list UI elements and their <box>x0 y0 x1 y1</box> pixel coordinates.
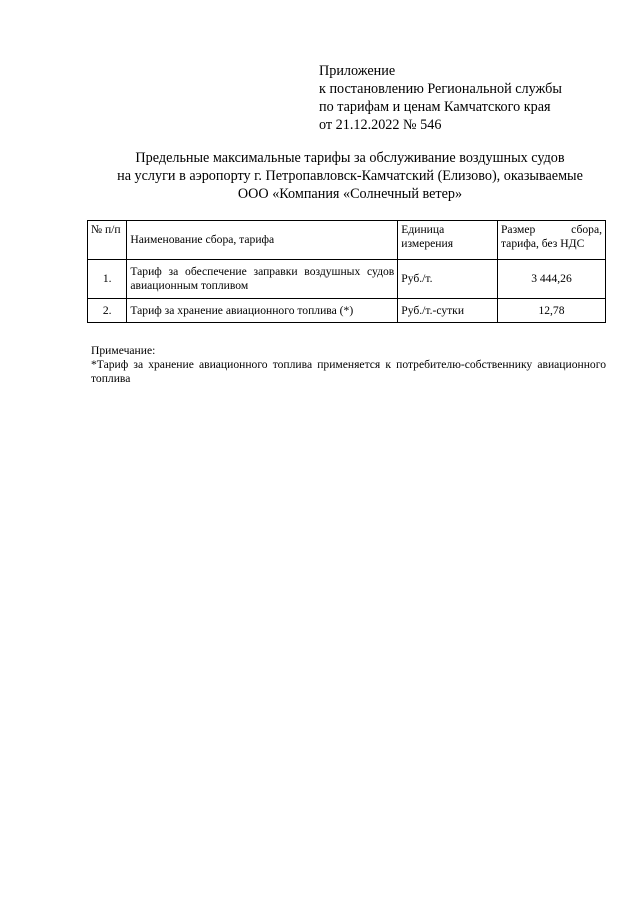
header-unit: Единица измерения <box>398 221 498 260</box>
document-title <box>60 149 640 203</box>
header-name: Наименование сбора, тарифа <box>127 221 398 260</box>
row-2-unit: Руб./т.-сутки <box>398 299 498 323</box>
tariffs-table <box>87 220 606 323</box>
row-1-num: 1. <box>88 260 127 299</box>
appendix-line-3: по тарифам и ценам Камчатского края <box>319 99 551 115</box>
title-line-2: на услуги в аэропорту г. Петропавловск-Камчатский (Елизово), оказываемые <box>117 168 583 184</box>
note-text: *Тариф за хранение авиационного топлива применяется к потребителю-собственнику авиационного топлива <box>91 358 606 385</box>
title-line-1: Предельные максимальные тарифы за обслуживание воздушных судов <box>135 150 565 166</box>
row-2-num: 2. <box>88 299 127 323</box>
header-size: Размер сбора, тарифа, без НДС <box>497 221 605 260</box>
note-heading: Примечание: <box>91 344 156 357</box>
note-block <box>91 344 606 386</box>
appendix-line-1: Приложение <box>319 63 396 79</box>
appendix-line-2: к постановлению Региональной службы <box>319 81 562 97</box>
table-row <box>88 299 606 323</box>
row-2-size: 12,78 <box>497 299 605 323</box>
appendix-line-4: от 21.12.2022 № 546 <box>319 117 442 133</box>
row-1-size: 3 444,26 <box>497 260 605 299</box>
table-row <box>88 260 606 299</box>
row-1-unit: Руб./т. <box>398 260 498 299</box>
title-line-3: ООО «Компания «Солнечный ветер» <box>237 186 463 202</box>
row-2-name: Тариф за хранение авиационного топлива (*) <box>127 299 398 323</box>
table-header-row <box>88 221 606 260</box>
row-1-name: Тариф за обеспечение заправки воздушных судов авиационным топливом <box>127 260 398 299</box>
header-num: № п/п <box>88 221 127 260</box>
appendix-block <box>319 62 619 134</box>
